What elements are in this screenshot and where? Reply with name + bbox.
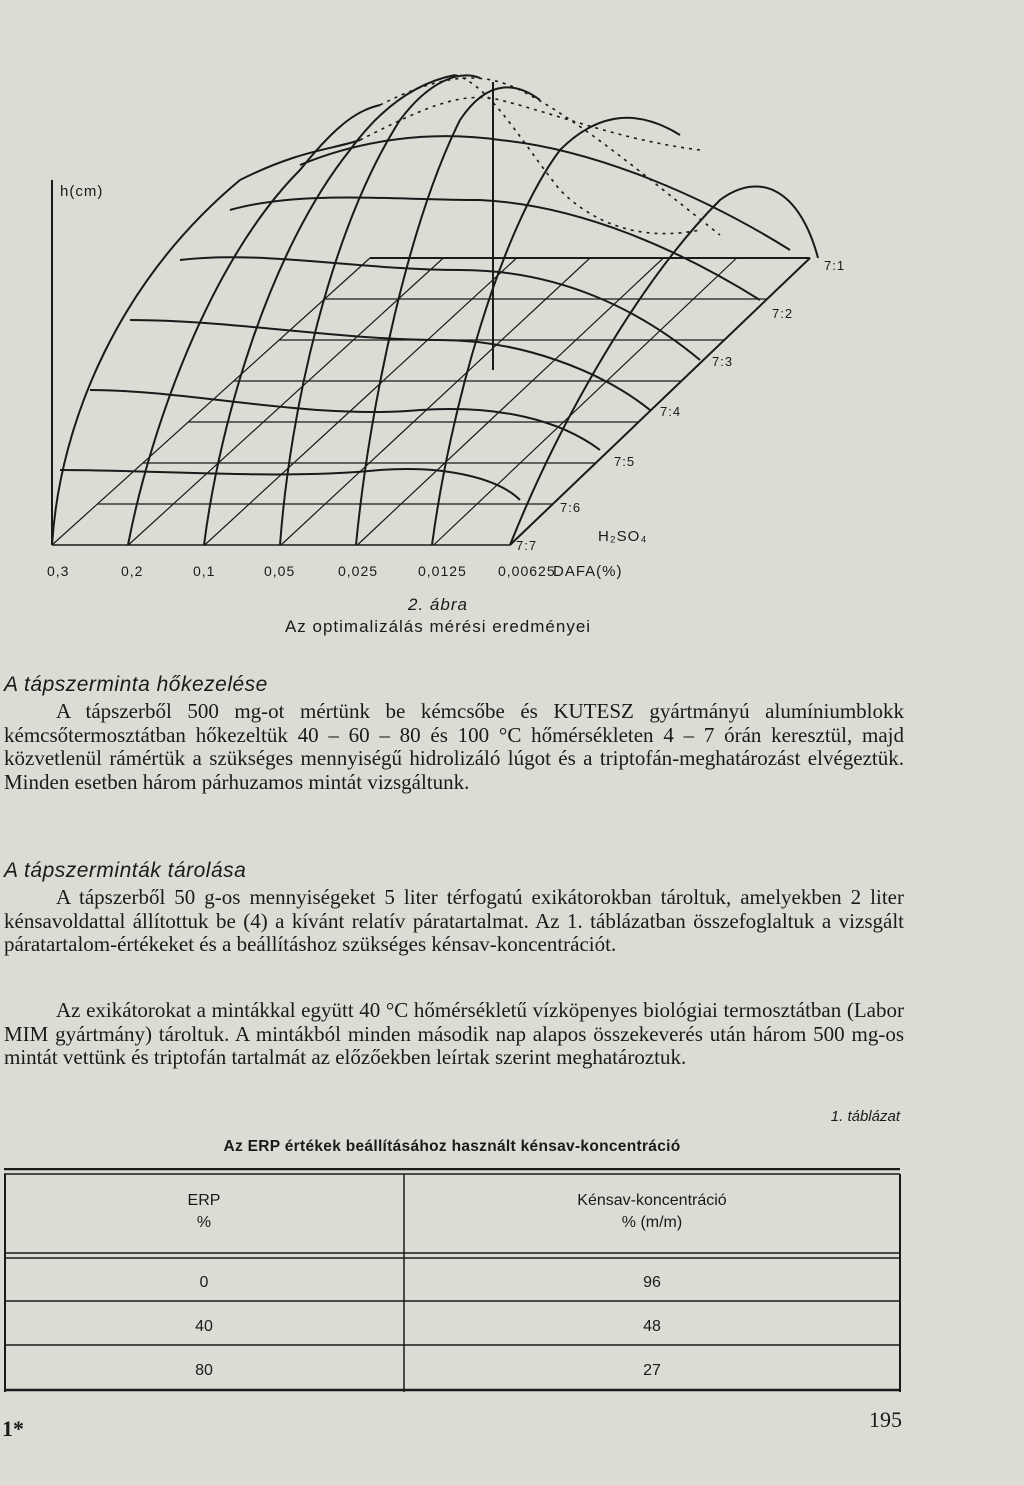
- erp-table: [4, 1168, 902, 1394]
- paragraph-storage-1: A tápszerből 50 g-os mennyiségeket 5 liter térfogatú exikátorokban tároltuk, amelyekben 2 liter kénsavoldattal állítottuk be (4) a kívánt relatív páratartalmat. Az 1. táblázatban összefoglaltuk a vizsgált páratartalom-értékeket és a beállításhoz szükséges kénsav-koncentrációt.: [4, 885, 904, 956]
- table-cell: 80: [195, 1362, 213, 1379]
- ratio-label: 7:7: [516, 538, 538, 553]
- table-header-acid-unit: % (m/m): [621, 1214, 683, 1231]
- ratio-label: 7:5: [614, 454, 636, 469]
- ratio-label: 7:4: [660, 404, 682, 419]
- table-cell: 48: [643, 1318, 661, 1335]
- page-number: 195: [869, 1407, 902, 1432]
- floor-grid-line: [510, 258, 810, 545]
- figure-number: 2. ábra: [408, 595, 468, 614]
- table-cell: 0: [199, 1274, 209, 1291]
- table-number: 1. táblázat: [830, 1108, 900, 1125]
- x-tick-label: 0,05: [264, 563, 296, 579]
- surface-rib: [128, 105, 380, 545]
- signature-mark: 1*: [2, 1416, 24, 1441]
- surface-rib: [432, 118, 680, 545]
- table-cell: 40: [195, 1318, 213, 1335]
- surface-cross-curve: [180, 257, 700, 360]
- table-cell: 96: [643, 1274, 661, 1291]
- ratio-label: 7:6: [560, 500, 582, 515]
- floor-grid-line: [357, 258, 663, 545]
- surface-cross-curve: [60, 469, 520, 500]
- surface-rib: [510, 186, 818, 545]
- ratio-label: 7:2: [772, 306, 794, 321]
- figure-caption: Az optimalizálás mérési eredményei: [284, 617, 592, 636]
- section-heading-heat-treatment: A tápszerminta hőkezelése: [4, 673, 268, 696]
- surface-figure: [0, 0, 1024, 600]
- floor-grid-line: [128, 258, 443, 545]
- floor-grid-line: [281, 258, 590, 545]
- y-axis-label: h(cm): [60, 183, 104, 200]
- surface-cross-curve: [300, 136, 790, 250]
- surface-rib: [356, 87, 540, 545]
- x-tick-label: 0,2: [121, 563, 144, 579]
- table-header-acid: Kénsav-koncentráció: [577, 1192, 727, 1209]
- x-tick-label: 0,0125: [418, 563, 467, 579]
- table-header-erp: ERP: [187, 1192, 221, 1209]
- x-unit-label: DAFA(%): [553, 563, 623, 580]
- section-heading-storage: A tápszerminták tárolása: [4, 859, 247, 882]
- x-tick-label: 0,025: [338, 563, 379, 579]
- table-title: Az ERP értékek beállításához használt kénsav-koncentráció: [223, 1138, 681, 1155]
- table-header-erp-unit: %: [196, 1214, 212, 1231]
- x-tick-label: 0,00625: [498, 563, 556, 579]
- ratio-label: 7:1: [824, 258, 846, 273]
- acid-label: H₂SO₄: [598, 528, 648, 545]
- table-cell: 27: [643, 1362, 661, 1379]
- floor-grid-line: [434, 258, 737, 545]
- paragraph-heat-treatment: A tápszerből 500 mg-ot mértünk be kémcsőbe és KUTESZ gyártmányú alumíniumblokk kémcsőtermosztátban hőkezeltük 40 – 60 – 80 és 100 °C hőmérsékleten 4 – 7 órán keresztül, majd közvetlenül rámértük a szükséges mennyiségű hidrolizáló lúgot és a triptofán-meghatározást elvégeztük. Minden esetben három párhuzamos mintát vizsgáltunk.: [4, 699, 904, 794]
- x-tick-label: 0,3: [47, 563, 70, 579]
- surface-dotted-curve: [380, 78, 720, 235]
- x-tick-label: 0,1: [193, 563, 216, 579]
- paragraph-storage-2: Az exikátorokat a mintákkal együtt 40 °C hőmérsékletű vízköpenyes biológiai termosztátban (Labor MIM gyártmány) tároltuk. A mintákból minden második nap alapos összekeverés után három 500 mg-os mintát vettünk és triptofán tartalmát az előzőekben leírtak szerint meghatároztuk.: [4, 998, 904, 1069]
- surface-rib: [52, 140, 360, 545]
- ratio-label: 7:3: [712, 354, 734, 369]
